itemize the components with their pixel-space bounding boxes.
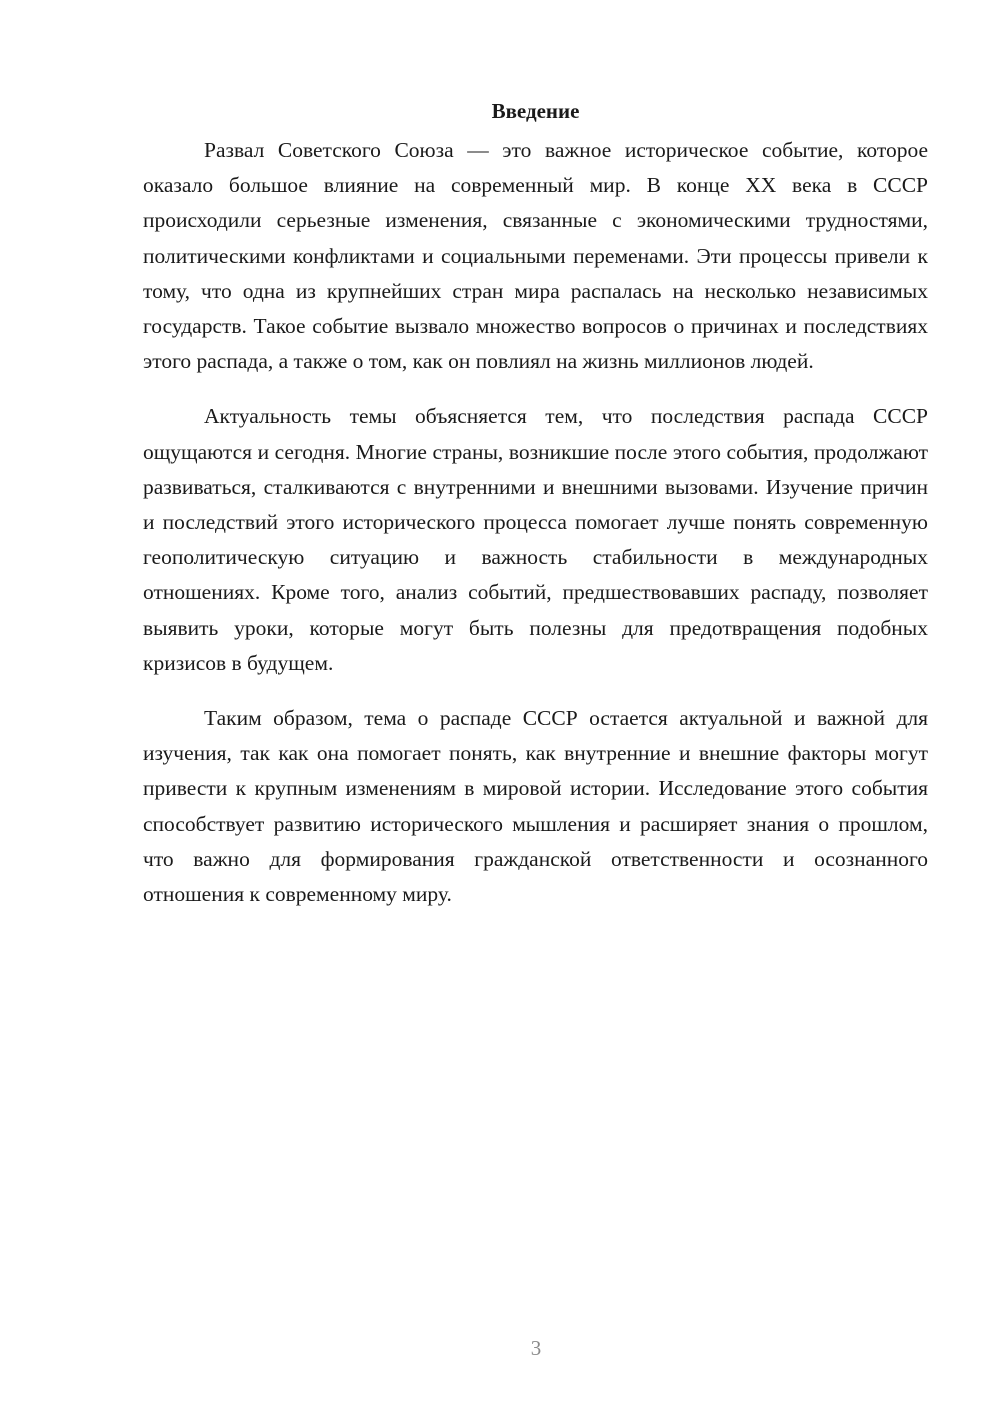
paragraph-intro: Развал Советского Союза — это важное историческое событие, которое оказало большое влияние на современный мир. В конце XX века в СССР происходили серьезные изменения, связанные с экономическими трудностями, политическими конфликтами и социальными переменами. Эти процессы привели к тому, что одна из крупнейших стран мира распалась на несколько независимых государств. Такое событие вызвало множество вопросов о причинах и последствиях этого распада, а также о том, как он повлиял на жизнь миллионов людей. [143, 138, 928, 374]
paragraph-relevance: Актуальность темы объясняется тем, что последствия распада СССР ощущаются и сегодня. Многие страны, возникшие после этого события, продолжают развиваться, сталкиваются с внутренними и внешними вызовами. Изучение причин и последствий этого исторического процесса помогает лучше понять современную геополитическую ситуацию и важность стабильности в международных отношениях. Кроме того, анализ событий, предшествовавших распаду, позволяет выявить уроки, которые могут быть полезны для предотвращения подобных кризисов в будущем. [143, 404, 928, 675]
section-heading: Введение [491, 99, 580, 123]
page-number: 3 [530, 1336, 542, 1360]
paragraph-conclusion: Таким образом, тема о распаде СССР остается актуальной и важной для изучения, так как она помогает понять, как внутренние и внешние факторы могут привести к крупным изменениям в мировой истории. Исследование этого события способствует развитию исторического мышления и расширяет знания о прошлом, что важно для формирования гражданской ответственности и осознанного отношения к современному миру. [143, 706, 928, 907]
page-content [143, 94, 928, 912]
